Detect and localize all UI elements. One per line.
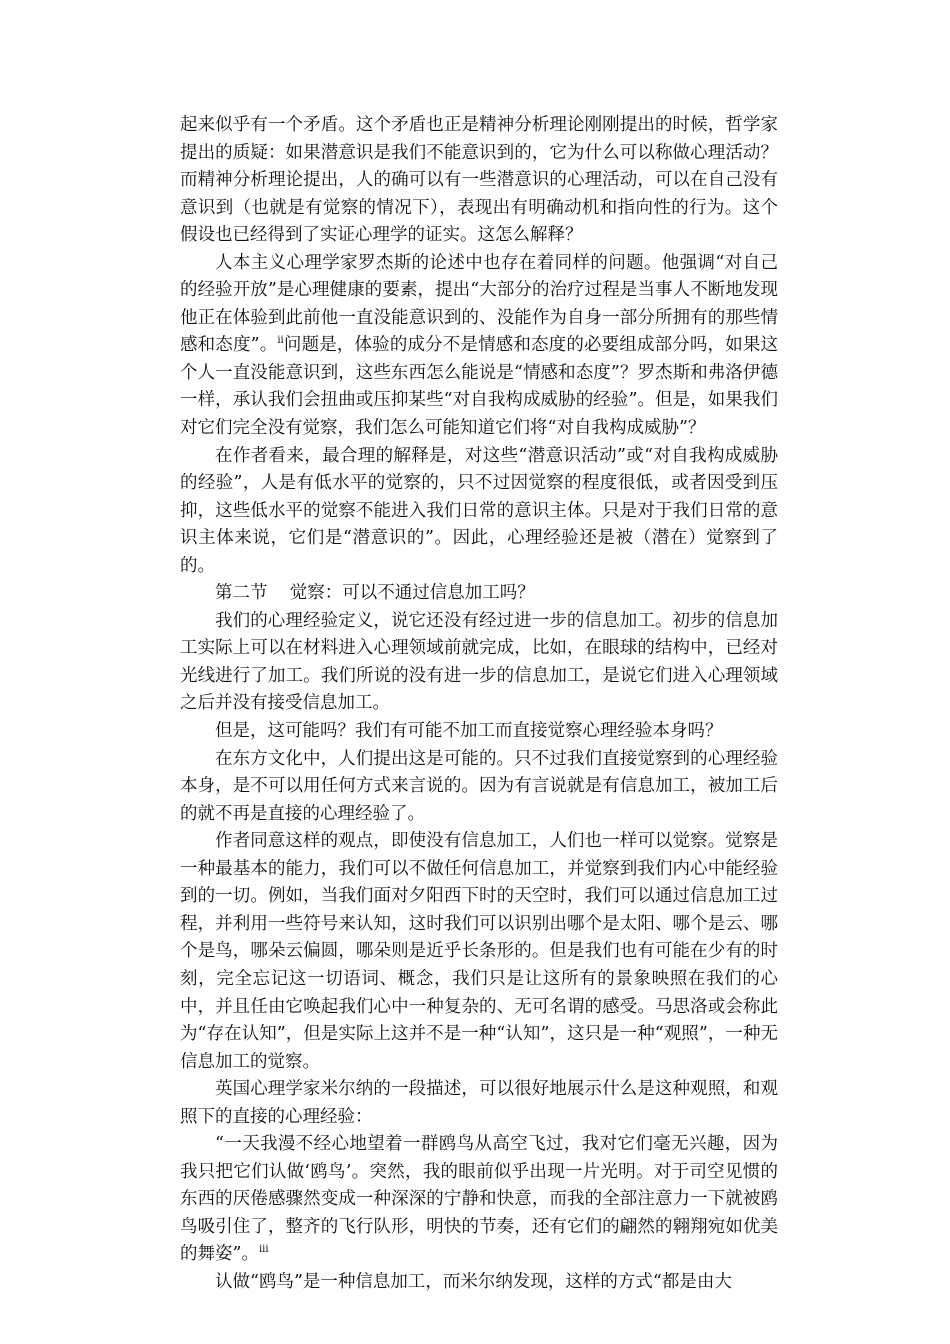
footnote-marker[interactable]: iii xyxy=(258,1244,269,1256)
paragraph-rogers xyxy=(180,250,778,443)
paragraph-question xyxy=(180,718,778,746)
quote-text: “一天我漫不经心地望着一群鸥鸟从高空飞过，我对它们毫无兴趣，因为我只把它们认做‘鸥鸟’。突然，我的眼前似乎出现一片光明。对于司空见惯的东西的厌倦感骤然变成一种深深的宁静和快意，而我的全部注意力一下就被鸥鸟吸引住了，整齐的飞行队形，明快的节奏，还有它们的翩然的翱翔宛如优美的舞姿”。 xyxy=(180,1134,778,1265)
block-quote xyxy=(180,1131,778,1269)
paragraph-eastern-culture xyxy=(180,746,778,829)
paragraph-text: 我们的心理经验定义，说它还没有经过进一步的信息加工。初步的信息加工实际上可以在材料进入心理领域前就完成，比如，在眼球的结构中，已经对光线进行了加工。我们所说的没有进一步的信息加工，是说它们进入心理领域之后并没有接受信息加工。 xyxy=(180,610,778,714)
paragraph-text: 作者同意这样的观点，即使没有信息加工，人们也一样可以觉察。觉察是一种最基本的能力，我们可以不做任何信息加工，并觉察到我们内心中能经验到的一切。例如，当我们面对夕阳西下时的天空时，我们可以通过信息加工过程，并利用一些符号来认知，这时我们可以识别出哪个是太阳、哪个是云、哪个是鸟，哪朵云偏圆，哪朵则是近乎长条形的。但是我们也有可能在少有的时刻，完全忘记这一切语词、概念，我们只是让这所有的景象映照在我们的心中，并且任由它唤起我们心中一种复杂的、无可名谓的感受。马思洛或会称此为“存在认知”，但是实际上这并不是一种“认知”，这只是一种“观照”，一种无信息加工的觉察。 xyxy=(180,831,778,1072)
paragraph-text: 问题是，体验的成分不是情感和态度的必要组成部分吗，如果这个人一直没能意识到，这些东西怎么能说是“情感和态度”？罗杰斯和弗洛伊德一样，承认我们会扭曲或压抑某些“对自我构成威胁的经验”。但是，如果我们对它们完全没有觉察，我们怎么可能知道它们将“对自我构成威胁”？ xyxy=(180,335,778,439)
paragraph-unconscious-contradiction xyxy=(180,112,778,250)
section-heading: 第二节 觉察：可以不通过信息加工吗？ xyxy=(215,583,535,604)
paragraph-text: 在作者看来，最合理的解释是，对这些“潜意识活动”或“对自我构成威胁的经验”，人是有低水平的觉察的，只不过因觉察的程度很低，或者因受到压抑，这些低水平的觉察不能进入我们日常的意识主体。只是对于我们日常的意识主体来说，它们是“潜意识的”。因此，心理经验还是被（潜在）觉察到了的。 xyxy=(180,445,778,576)
paragraph-text: 英国心理学家米尔纳的一段描述，可以很好地展示什么是这种观照，和观照下的直接的心理经验： xyxy=(180,1079,778,1127)
paragraph-author-view xyxy=(180,443,778,581)
paragraph-text: 人本主义心理学家罗杰斯的论述中也存在着同样的问题。他强调“对自己的经验开放”是心理健康的要素，提出“大部分的治疗过程是当事人不断地发现他正在体验到此前他一直没能意识到的、没能作为自身一部分所拥有的那些情感和态度”。 xyxy=(180,252,778,356)
paragraph-seagull xyxy=(180,1269,778,1297)
document-body xyxy=(180,112,778,1297)
paragraph-text: 认做“鸥鸟”是一种信息加工，而米尔纳发现，这样的方式“都是由大 xyxy=(215,1271,732,1292)
footnote-marker[interactable]: ii xyxy=(277,335,284,347)
paragraph-milner-intro xyxy=(180,1076,778,1131)
paragraph-text: 但是，这可能吗？我们有可能不加工而直接觉察心理经验本身吗？ xyxy=(215,721,723,742)
paragraph-definition xyxy=(180,608,778,718)
paragraph-text: 起来似乎有一个矛盾。这个矛盾也正是精神分析理论刚刚提出的时候，哲学家提出的质疑：如果潜意识是我们不能意识到的，它为什么可以称做心理活动？而精神分析理论提出，人的确可以有一些潜意识的心理活动，可以在自己没有意识到（也就是有觉察的情况下），表现出有明确动机和指向性的行为。这个假设也已经得到了实证心理学的证实。这怎么解释？ xyxy=(180,115,778,246)
paragraph-text: 在东方文化中，人们提出这是可能的。只不过我们直接觉察到的心理经验本身，是不可以用任何方式来言说的。因为有言说就是有信息加工，被加工后的就不再是直接的心理经验了。 xyxy=(180,748,778,824)
paragraph-awareness xyxy=(180,828,778,1076)
